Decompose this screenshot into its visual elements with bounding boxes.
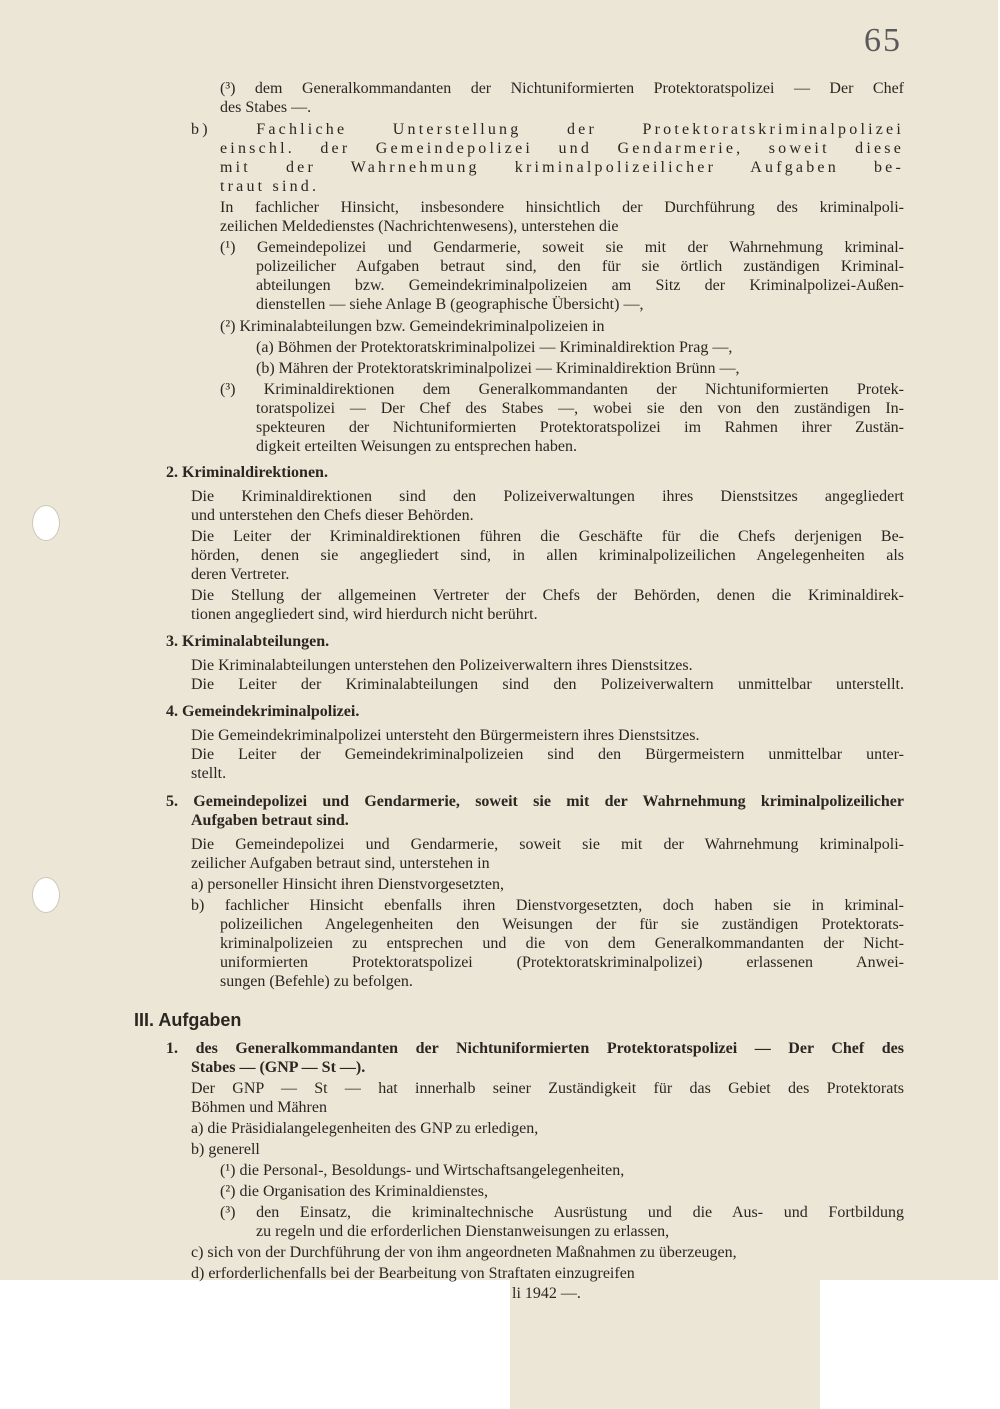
text-line: hörden, denen sie angegliedert sind, in allen kriminalpolizeilichen Angelegenheiten als (191, 547, 904, 564)
text-line: einschl. der Gemeindepolizei und Gendarmerie, soweit diese (220, 140, 904, 157)
text-line: In fachlicher Hinsicht, insbesondere hinsichtlich der Durchführung des kriminalpoli- (220, 199, 904, 216)
text-line: des Stabes —. (220, 99, 312, 116)
text-line: deren Vertreter. (191, 566, 290, 583)
text-line: zeilicher Aufgaben betraut sind, unterstehen in (191, 855, 490, 872)
text-line: Böhmen und Mähren (191, 1099, 327, 1116)
text-line: Die Leiter der Gemeindekriminalpolizeien sind den Bürgermeistern unmittelbar unter- (191, 746, 904, 763)
punch-hole-icon (32, 505, 60, 541)
text-line: Die Gemeindepolizei und Gendarmerie, soweit sie mit der Wahrnehmung kriminalpoli- (191, 836, 904, 853)
text-line: (²) Kriminalabteilungen bzw. Gemeindekriminalpolizeien in (220, 318, 605, 335)
text-line: a) die Präsidialangelegenheiten des GNP zu erledigen, (191, 1120, 539, 1137)
text-line: polizeilichen Angelegenheiten den Weisungen der für sie zuständigen Protektorats- (220, 916, 904, 933)
text-line: abteilungen bzw. Gemeindekriminalpolizeien am Sitz der Kriminalpolizei-Außen- (256, 277, 904, 294)
text-line: c) sich von der Durchführung der von ihm angeordneten Maßnahmen zu überzeugen, (191, 1244, 737, 1261)
text-line: Die Leiter der Kriminaldirektionen führen die Geschäfte für die Chefs derjenigen Be- (191, 528, 904, 545)
page-number: 65 (864, 22, 902, 59)
punch-hole-icon (32, 877, 60, 913)
text-line: spekteuren der Nichtuniformierten Protektoratspolizei im Rahmen ihrer Zustän- (256, 419, 904, 436)
text-line: (¹) Gemeindepolizei und Gendarmerie, soweit sie mit der Wahrnehmung kriminal- (220, 239, 904, 256)
text-line: toratspolizei — Der Chef des Stabes —, wobei sie den von den zuständigen In- (256, 400, 904, 417)
text-line: traut sind. (220, 178, 320, 195)
text-line: b) generell (191, 1141, 260, 1158)
part-heading: III. Aufgaben (134, 1010, 242, 1030)
section-heading: 5. Gemeindepolizei und Gendarmerie, soweit sie mit der Wahrnehmung kriminalpolizeilicher (166, 793, 904, 810)
text-line: (a) Böhmen der Protektoratskriminalpolizei — Kriminaldirektion Prag —, (256, 339, 733, 356)
text-line: dienstellen — siehe Anlage B (geographische Übersicht) —, (256, 296, 644, 313)
footer-fragment: li 1942 —. (512, 1285, 581, 1302)
text-line: (²) die Organisation des Kriminaldienstes, (220, 1183, 488, 1200)
text-line: (³) dem Generalkommandanten der Nichtuniformierten Protektoratspolizei — Der Chef (220, 80, 904, 97)
text-line: d) erforderlichenfalls bei der Bearbeitung von Straftaten einzugreifen (191, 1265, 635, 1282)
text-line: uniformierten Protektoratspolizei (Protektoratskriminalpolizei) erlassenen Anwei- (220, 954, 904, 971)
text-line: sungen (Befehle) zu befolgen. (220, 973, 413, 990)
section-heading: 4. Gemeindekriminalpolizei. (166, 703, 360, 720)
text-line: a) personeller Hinsicht ihren Dienstvorgesetzten, (191, 876, 504, 893)
text-line: (³) Kriminaldirektionen dem Generalkommandanten der Nichtuniformierten Protek- (220, 381, 904, 398)
text-line: b) fachlicher Hinsicht ebenfalls ihren Dienstvorgesetzten, doch haben sie in kriminal- (191, 897, 904, 914)
text-line: tionen angegliedert sind, wird hierdurch nicht berührt. (191, 606, 538, 623)
text-line: (b) Mähren der Protektoratskriminalpolizei — Kriminaldirektion Brünn —, (256, 360, 740, 377)
text-line: b) Fachliche Unterstellung der Protektoratskriminalpolizei (191, 121, 904, 138)
text-line: digkeit erteilten Weisungen zu entsprechen haben. (256, 438, 577, 455)
section-heading: 2. Kriminaldirektionen. (166, 464, 328, 481)
text-line: (³) den Einsatz, die kriminaltechnische Ausrüstung und die Aus- und Fortbildung (220, 1204, 904, 1221)
text-line: kriminalpolizeien zu entsprechen und die von dem Generalkommandanten der Nicht- (220, 935, 904, 952)
text-line: (¹) die Personal-, Besoldungs- und Wirtschaftsangelegenheiten, (220, 1162, 625, 1179)
text-line: Stabes — (GNP — St —). (191, 1059, 366, 1076)
text-line: Die Kriminalabteilungen unterstehen den Polizeiverwaltern ihres Dienstsitzes. (191, 657, 693, 674)
text-line: Die Leiter der Kriminalabteilungen sind den Polizeiverwaltern unmittelbar unterstellt. (191, 676, 904, 693)
text-line: zu regeln und die erforderlichen Dienstanweisungen zu erlassen, (256, 1223, 670, 1240)
text-line: polizeilicher Aufgaben betraut sind, den für sie örtlich zuständigen Kriminal- (256, 258, 904, 275)
section-heading: 3. Kriminalabteilungen. (166, 633, 330, 650)
blank-area (0, 1280, 510, 1409)
text-line: und unterstehen den Chefs dieser Behörden. (191, 507, 474, 524)
text-line: 1. des Generalkommandanten der Nichtuniformierten Protektoratspolizei — Der Chef des (166, 1040, 904, 1057)
text-line: Der GNP — St — hat innerhalb seiner Zuständigkeit für das Gebiet des Protektorats (191, 1080, 904, 1097)
text-line: mit der Wahrnehmung kriminalpolizeilicher Aufgaben be- (220, 159, 904, 176)
text-line: zeilichen Meldedienstes (Nachrichtenwesens), unterstehen die (220, 218, 619, 235)
text-line: stellt. (191, 765, 227, 782)
text-line: Die Kriminaldirektionen sind den Polizeiverwaltungen ihres Dienstsitzes angegliedert (191, 488, 904, 505)
text-line: Die Stellung der allgemeinen Vertreter der Chefs der Behörden, denen die Kriminaldirek- (191, 587, 904, 604)
text-line: Aufgaben betraut sind. (191, 812, 349, 829)
text-line: Die Gemeindekriminalpolizei untersteht den Bürgermeistern ihres Dienstsitzes. (191, 727, 700, 744)
